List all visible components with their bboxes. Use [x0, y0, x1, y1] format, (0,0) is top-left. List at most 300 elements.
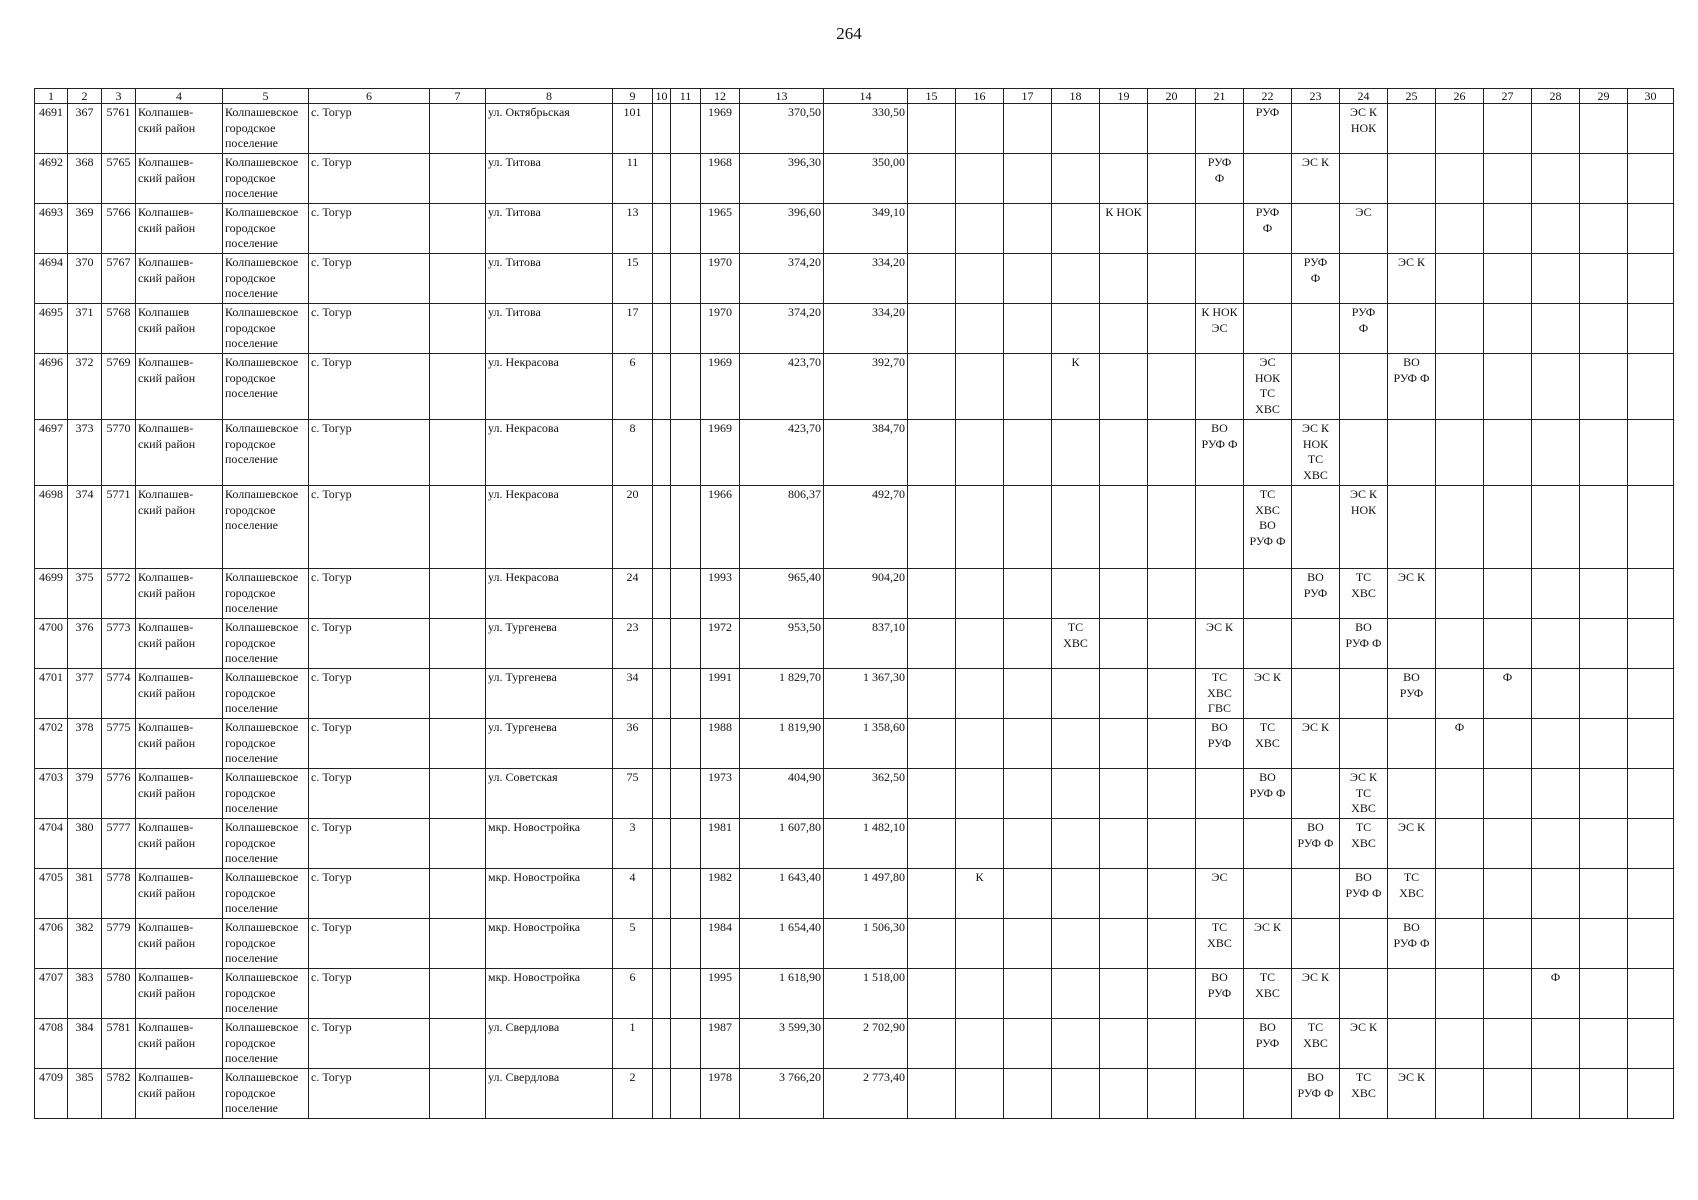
cell-col-3 [102, 619, 136, 669]
cell-col-17 [1004, 919, 1052, 969]
cell-col-21 [1196, 1019, 1244, 1069]
cell-text: 1 643,40 [779, 870, 821, 884]
cell-text: 6 [629, 970, 636, 984]
cell-text: ЭС К НОК ТС ХВС [1302, 421, 1329, 482]
cell-col-4 [136, 420, 223, 486]
cell-col-12 [701, 1069, 740, 1119]
cell-col-29 [1580, 154, 1628, 204]
cell-text: мкр. Новостройка [488, 920, 581, 934]
cell-col-3 [102, 304, 136, 354]
cell-col-6 [309, 354, 430, 420]
cell-col-20 [1148, 569, 1196, 619]
cell-col-7 [430, 669, 486, 719]
cell-col-23 [1292, 969, 1340, 1019]
cell-col-2 [68, 354, 102, 420]
cell-col-15 [908, 420, 956, 486]
cell-text: 375 [75, 570, 94, 584]
cell-col-9 [613, 254, 653, 304]
cell-col-18 [1052, 969, 1100, 1019]
cell-text: мкр. Новостройка [488, 970, 581, 984]
cell-col-15 [908, 869, 956, 919]
cell-text: ЭС К [1302, 155, 1329, 169]
cell-text: 492,70 [872, 487, 905, 501]
cell-text: Колпашевское городское поселение [225, 255, 299, 300]
cell-col-2 [68, 304, 102, 354]
cell-col-28 [1532, 1069, 1580, 1119]
cell-col-9 [613, 569, 653, 619]
column-header-5: 5 [223, 89, 309, 104]
cell-col-16 [956, 769, 1004, 819]
cell-col-8 [486, 819, 613, 869]
cell-text: 4704 [39, 820, 63, 834]
cell-col-17 [1004, 1069, 1052, 1119]
cell-col-8 [486, 669, 613, 719]
cell-col-20 [1148, 619, 1196, 669]
cell-text: Колпашев- ский район [138, 770, 196, 800]
cell-text: Колпашев- ский район [138, 205, 196, 235]
cell-col-23 [1292, 304, 1340, 354]
cell-col-22 [1244, 819, 1292, 869]
cell-text: ЭС К [1254, 920, 1281, 934]
cell-col-13 [740, 969, 824, 1019]
cell-text: Колпашев- ский район [138, 1020, 196, 1050]
cell-col-27 [1484, 254, 1532, 304]
column-header-14: 14 [824, 89, 908, 104]
cell-col-27 [1484, 486, 1532, 569]
cell-col-11 [671, 1019, 701, 1069]
cell-col-14 [824, 254, 908, 304]
cell-col-22 [1244, 719, 1292, 769]
cell-text: Колпашев- ский район [138, 720, 196, 750]
cell-col-28 [1532, 719, 1580, 769]
cell-col-20 [1148, 154, 1196, 204]
cell-col-21 [1196, 154, 1244, 204]
cell-col-29 [1580, 719, 1628, 769]
cell-text: 15 [626, 255, 639, 269]
cell-text: 36 [626, 720, 639, 734]
cell-text: 5771 [106, 487, 131, 501]
cell-col-25 [1388, 1069, 1436, 1119]
cell-col-24 [1340, 204, 1388, 254]
cell-col-24 [1340, 354, 1388, 420]
cell-col-30 [1628, 969, 1674, 1019]
cell-col-7 [430, 819, 486, 869]
cell-col-23 [1292, 154, 1340, 204]
cell-col-18 [1052, 869, 1100, 919]
cell-text: 4699 [39, 570, 63, 584]
cell-text: Колпашевское городское поселение [225, 105, 299, 150]
cell-text: 5767 [106, 255, 131, 269]
cell-text: Колпашев- ский район [138, 820, 196, 850]
table-row [35, 769, 1674, 819]
cell-text: 2 [629, 1070, 636, 1084]
cell-col-22 [1244, 1069, 1292, 1119]
cell-text: Колпашевское городское поселение [225, 970, 299, 1015]
cell-col-2 [68, 486, 102, 569]
cell-col-7 [430, 104, 486, 154]
cell-col-22 [1244, 669, 1292, 719]
cell-col-10 [653, 619, 671, 669]
cell-text: ВО РУФ Ф [1345, 870, 1382, 900]
column-header-22: 22 [1244, 89, 1292, 104]
cell-text: К НОК ЭС [1201, 305, 1238, 335]
cell-col-15 [908, 1069, 956, 1119]
cell-col-17 [1004, 569, 1052, 619]
cell-col-10 [653, 919, 671, 969]
table-row [35, 869, 1674, 919]
cell-col-6 [309, 769, 430, 819]
cell-col-28 [1532, 420, 1580, 486]
cell-col-26 [1436, 486, 1484, 569]
cell-col-13 [740, 869, 824, 919]
cell-text: 1 654,40 [779, 920, 821, 934]
cell-col-18 [1052, 420, 1100, 486]
cell-col-11 [671, 254, 701, 304]
cell-col-19 [1100, 154, 1148, 204]
cell-col-10 [653, 569, 671, 619]
cell-col-17 [1004, 254, 1052, 304]
cell-col-9 [613, 104, 653, 154]
cell-col-9 [613, 919, 653, 969]
cell-text: 1 367,30 [863, 670, 905, 684]
cell-col-6 [309, 1069, 430, 1119]
cell-col-17 [1004, 154, 1052, 204]
cell-text: ул. Свердлова [488, 1070, 560, 1084]
cell-col-19 [1100, 420, 1148, 486]
cell-col-20 [1148, 719, 1196, 769]
cell-col-23 [1292, 104, 1340, 154]
cell-col-14 [824, 204, 908, 254]
cell-col-23 [1292, 254, 1340, 304]
cell-col-28 [1532, 154, 1580, 204]
cell-col-6 [309, 254, 430, 304]
cell-col-8 [486, 619, 613, 669]
cell-col-1 [35, 869, 68, 919]
cell-text: ТС ХВС ВО РУФ Ф [1249, 487, 1286, 548]
cell-col-18 [1052, 1069, 1100, 1119]
cell-col-30 [1628, 769, 1674, 819]
cell-text: ЭС [1211, 870, 1228, 884]
cell-col-25 [1388, 869, 1436, 919]
cell-text: с. Тогур [311, 255, 352, 269]
cell-text: РУФ Ф [1351, 305, 1376, 335]
cell-col-26 [1436, 769, 1484, 819]
cell-col-5 [223, 969, 309, 1019]
cell-text: с. Тогур [311, 421, 352, 435]
cell-col-6 [309, 569, 430, 619]
cell-text: Колпашевское городское поселение [225, 305, 299, 350]
cell-col-5 [223, 569, 309, 619]
cell-col-14 [824, 1069, 908, 1119]
cell-text: 3 599,30 [779, 1020, 821, 1034]
cell-text: Колпашевское городское поселение [225, 570, 299, 615]
cell-col-25 [1388, 154, 1436, 204]
cell-col-9 [613, 486, 653, 569]
column-header-18: 18 [1052, 89, 1100, 104]
cell-text: ТС ХВС [1063, 620, 1088, 650]
cell-text: 75 [626, 770, 639, 784]
cell-col-26 [1436, 1019, 1484, 1069]
cell-col-15 [908, 769, 956, 819]
cell-col-6 [309, 154, 430, 204]
cell-text: 1 [629, 1020, 636, 1034]
column-header-23: 23 [1292, 89, 1340, 104]
cell-col-18 [1052, 154, 1100, 204]
cell-col-4 [136, 619, 223, 669]
cell-col-21 [1196, 869, 1244, 919]
cell-text: 4702 [39, 720, 63, 734]
cell-col-23 [1292, 354, 1340, 420]
cell-text: ул. Некрасова [488, 355, 559, 369]
cell-col-28 [1532, 569, 1580, 619]
cell-col-11 [671, 354, 701, 420]
cell-col-26 [1436, 969, 1484, 1019]
cell-col-17 [1004, 669, 1052, 719]
cell-text: 382 [75, 920, 94, 934]
cell-text: 4695 [39, 305, 63, 319]
cell-col-3 [102, 569, 136, 619]
cell-col-20 [1148, 769, 1196, 819]
cell-col-8 [486, 254, 613, 304]
cell-col-2 [68, 569, 102, 619]
cell-col-9 [613, 769, 653, 819]
cell-col-6 [309, 420, 430, 486]
cell-text: 837,10 [872, 620, 905, 634]
cell-col-25 [1388, 819, 1436, 869]
cell-col-26 [1436, 669, 1484, 719]
cell-col-9 [613, 1069, 653, 1119]
cell-col-29 [1580, 420, 1628, 486]
cell-col-8 [486, 204, 613, 254]
cell-text: 5769 [106, 355, 131, 369]
cell-col-12 [701, 719, 740, 769]
cell-col-4 [136, 304, 223, 354]
cell-col-10 [653, 420, 671, 486]
column-header-29: 29 [1580, 89, 1628, 104]
cell-col-21 [1196, 204, 1244, 254]
cell-col-13 [740, 254, 824, 304]
cell-col-15 [908, 1019, 956, 1069]
cell-col-6 [309, 1019, 430, 1069]
cell-col-16 [956, 486, 1004, 569]
cell-col-29 [1580, 619, 1628, 669]
cell-col-12 [701, 919, 740, 969]
cell-col-24 [1340, 619, 1388, 669]
cell-col-8 [486, 1069, 613, 1119]
column-header-11: 11 [671, 89, 701, 104]
cell-col-14 [824, 669, 908, 719]
cell-text: 4701 [39, 670, 63, 684]
cell-col-15 [908, 569, 956, 619]
cell-col-16 [956, 154, 1004, 204]
cell-col-25 [1388, 486, 1436, 569]
cell-col-27 [1484, 769, 1532, 819]
cell-col-23 [1292, 569, 1340, 619]
cell-col-2 [68, 669, 102, 719]
cell-col-16 [956, 1019, 1004, 1069]
cell-col-24 [1340, 719, 1388, 769]
cell-col-12 [701, 254, 740, 304]
cell-col-5 [223, 869, 309, 919]
cell-col-5 [223, 104, 309, 154]
cell-col-20 [1148, 869, 1196, 919]
cell-col-11 [671, 669, 701, 719]
cell-text: 385 [75, 1070, 94, 1084]
cell-col-22 [1244, 104, 1292, 154]
table-row [35, 1069, 1674, 1119]
cell-text: 376 [75, 620, 94, 634]
cell-col-25 [1388, 619, 1436, 669]
cell-col-29 [1580, 569, 1628, 619]
cell-col-23 [1292, 420, 1340, 486]
cell-col-15 [908, 486, 956, 569]
cell-text: с. Тогур [311, 820, 352, 834]
cell-col-11 [671, 719, 701, 769]
cell-col-16 [956, 719, 1004, 769]
cell-col-16 [956, 254, 1004, 304]
cell-col-24 [1340, 254, 1388, 304]
cell-col-11 [671, 420, 701, 486]
cell-col-6 [309, 486, 430, 569]
cell-col-28 [1532, 669, 1580, 719]
cell-col-12 [701, 819, 740, 869]
cell-col-15 [908, 304, 956, 354]
column-header-30: 30 [1628, 89, 1674, 104]
cell-text: 1982 [708, 870, 732, 884]
cell-text: ТС ХВС ГВС [1207, 670, 1232, 715]
cell-text: 384 [75, 1020, 94, 1034]
cell-col-24 [1340, 769, 1388, 819]
cell-col-15 [908, 154, 956, 204]
column-header-15: 15 [908, 89, 956, 104]
cell-col-27 [1484, 104, 1532, 154]
cell-col-1 [35, 969, 68, 1019]
cell-text: РУФ [1255, 105, 1280, 119]
cell-col-7 [430, 304, 486, 354]
cell-text: 370 [75, 255, 94, 269]
cell-col-10 [653, 304, 671, 354]
cell-col-11 [671, 569, 701, 619]
cell-text: 4708 [39, 1020, 63, 1034]
cell-col-3 [102, 486, 136, 569]
cell-text: 4703 [39, 770, 63, 784]
cell-col-5 [223, 304, 309, 354]
cell-col-11 [671, 204, 701, 254]
cell-col-29 [1580, 354, 1628, 420]
cell-col-4 [136, 104, 223, 154]
cell-text: 369 [75, 205, 94, 219]
cell-col-1 [35, 919, 68, 969]
cell-col-12 [701, 204, 740, 254]
cell-text: с. Тогур [311, 570, 352, 584]
cell-col-3 [102, 669, 136, 719]
cell-col-10 [653, 354, 671, 420]
cell-col-5 [223, 769, 309, 819]
column-header-12: 12 [701, 89, 740, 104]
cell-col-17 [1004, 354, 1052, 420]
cell-text: Ф [1502, 670, 1513, 684]
column-header-2: 2 [68, 89, 102, 104]
cell-col-7 [430, 969, 486, 1019]
cell-col-7 [430, 420, 486, 486]
cell-col-20 [1148, 819, 1196, 869]
cell-col-12 [701, 154, 740, 204]
cell-col-3 [102, 104, 136, 154]
cell-text: 5780 [106, 970, 131, 984]
cell-text: 1 482,10 [863, 820, 905, 834]
cell-col-8 [486, 154, 613, 204]
cell-col-25 [1388, 769, 1436, 819]
cell-col-5 [223, 1019, 309, 1069]
cell-col-10 [653, 819, 671, 869]
table-row [35, 354, 1674, 420]
cell-col-5 [223, 486, 309, 569]
cell-text: 3 [629, 820, 636, 834]
cell-col-22 [1244, 919, 1292, 969]
cell-text: 5772 [106, 570, 131, 584]
cell-col-21 [1196, 719, 1244, 769]
cell-col-13 [740, 104, 824, 154]
column-header-13: 13 [740, 89, 824, 104]
cell-text: 367 [75, 105, 94, 119]
cell-col-3 [102, 354, 136, 420]
cell-text: ул. Октябрьская [488, 105, 570, 119]
cell-text: 6 [629, 355, 636, 369]
table-row [35, 154, 1674, 204]
column-header-24: 24 [1340, 89, 1388, 104]
cell-col-15 [908, 969, 956, 1019]
cell-text: Колпашев- ский район [138, 620, 196, 650]
cell-col-27 [1484, 1069, 1532, 1119]
cell-col-11 [671, 819, 701, 869]
cell-col-25 [1388, 254, 1436, 304]
cell-col-12 [701, 969, 740, 1019]
cell-col-18 [1052, 819, 1100, 869]
cell-text: 4700 [39, 620, 63, 634]
cell-col-19 [1100, 919, 1148, 969]
cell-text: с. Тогур [311, 1020, 352, 1034]
cell-col-6 [309, 719, 430, 769]
cell-text: ул. Титова [488, 155, 541, 169]
cell-col-10 [653, 204, 671, 254]
cell-col-17 [1004, 204, 1052, 254]
cell-col-13 [740, 919, 824, 969]
cell-col-20 [1148, 104, 1196, 154]
cell-col-3 [102, 420, 136, 486]
cell-col-1 [35, 254, 68, 304]
cell-col-5 [223, 1069, 309, 1119]
page-number: 264 [836, 24, 862, 43]
cell-col-3 [102, 919, 136, 969]
cell-col-19 [1100, 254, 1148, 304]
cell-col-6 [309, 104, 430, 154]
column-header-3: 3 [102, 89, 136, 104]
cell-col-4 [136, 769, 223, 819]
cell-text: с. Тогур [311, 670, 352, 684]
cell-text: Колпашевское городское поселение [225, 421, 299, 466]
cell-col-15 [908, 204, 956, 254]
cell-col-5 [223, 669, 309, 719]
cell-col-13 [740, 819, 824, 869]
cell-text: 5781 [106, 1020, 131, 1034]
cell-col-24 [1340, 569, 1388, 619]
cell-col-9 [613, 869, 653, 919]
cell-text: К [1071, 355, 1080, 369]
cell-col-16 [956, 919, 1004, 969]
cell-col-25 [1388, 1019, 1436, 1069]
cell-text: 5766 [106, 205, 131, 219]
cell-text: Колпашевское городское поселение [225, 620, 299, 665]
